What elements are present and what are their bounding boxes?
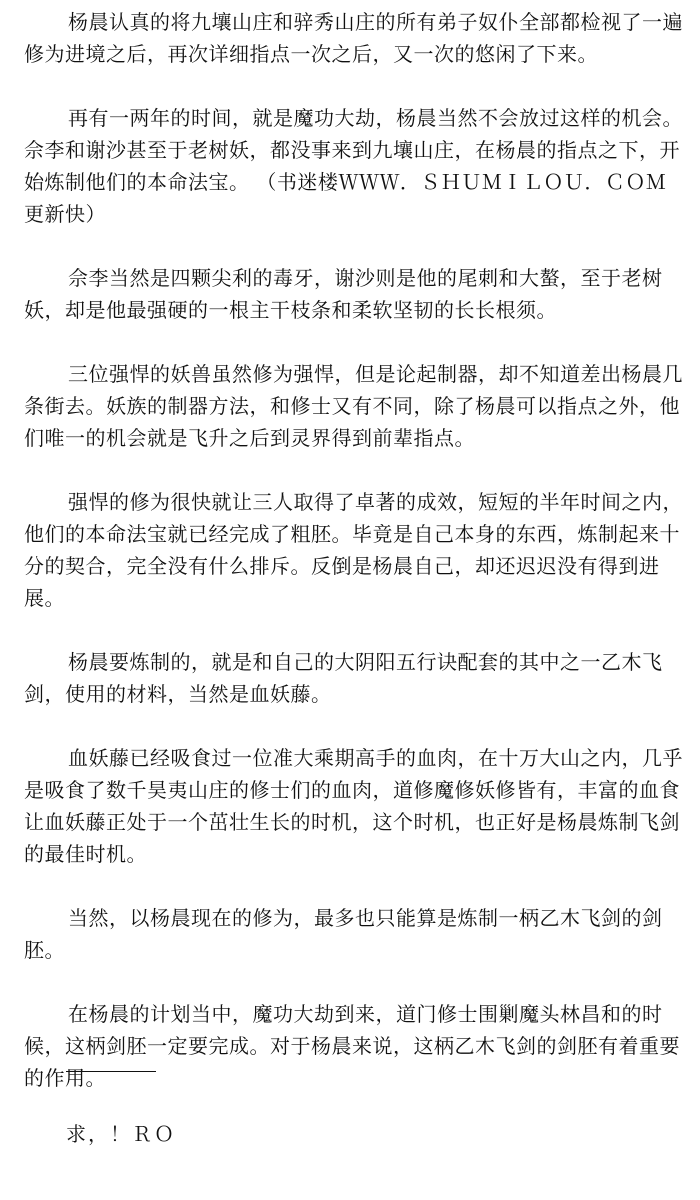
footer-note: 求，！ＲＯ	[66, 1122, 176, 1146]
paragraph-1: 杨晨认真的将九壤山庄和骍秀山庄的所有弟子奴仆全部都检视了一遍修为进境之后，再次详细指点一次之后，又一次的悠闲了下来。	[24, 10, 683, 66]
paragraph-8: 当然，以杨晨现在的修为，最多也只能算是炼制一柄乙木飞剑的剑胚。	[24, 906, 663, 962]
paragraph-9: 在杨晨的计划当中，魔功大劫到来，道门修士围剿魔头林昌和的时候，这柄剑胚一定要完成。对于杨晨来说，这柄乙木飞剑的剑胚有着重要的作用。	[24, 1002, 680, 1090]
chapter-body	[24, 6, 684, 1094]
footnote-divider	[66, 1071, 156, 1072]
paragraph-4: 三位强悍的妖兽虽然修为强悍，但是论起制器，却不知道差出杨晨几条街去。妖族的制器方法，和修士又有不同，除了杨晨可以指点之外，他们唯一的机会就是飞升之后到灵界得到前辈指点。	[24, 362, 683, 450]
paragraph-3: 佘李当然是四颗尖利的毒牙，谢沙则是他的尾刺和大螯，至于老树妖，却是他最强硬的一根主干枝条和柔软坚韧的长长根须。	[24, 266, 663, 322]
paragraph-2: 再有一两年的时间，就是魔功大劫，杨晨当然不会放过这样的机会。佘李和谢沙甚至于老树妖，都没事来到九壤山庄，在杨晨的指点之下，开始炼制他们的本命法宝。 （书迷楼ＷＷＷ．ＳＨＵＭＩＬＯＵ．ＣＯＭ更新快）	[24, 106, 683, 226]
paragraph-7: 血妖藤已经吸食过一位准大乘期高手的血肉，在十万大山之内，几乎是吸食了数千昊夷山庄的修士们的血肉，道修魔修妖修皆有，丰富的血食让血妖藤正处于一个茁壮生长的时机，这个时机，也正好是杨晨炼制飞剑的最佳时机。	[24, 746, 683, 866]
paragraph-6: 杨晨要炼制的，就是和自己的大阴阳五行诀配套的其中之一乙木飞剑，使用的材料，当然是血妖藤。	[24, 650, 663, 706]
paragraph-5: 强悍的修为很快就让三人取得了卓著的成效，短短的半年时间之内，他们的本命法宝就已经完成了粗胚。毕竟是自己本身的东西，炼制起来十分的契合，完全没有什么排斥。反倒是杨晨自己，却还迟迟没有得到进展。	[24, 490, 683, 610]
